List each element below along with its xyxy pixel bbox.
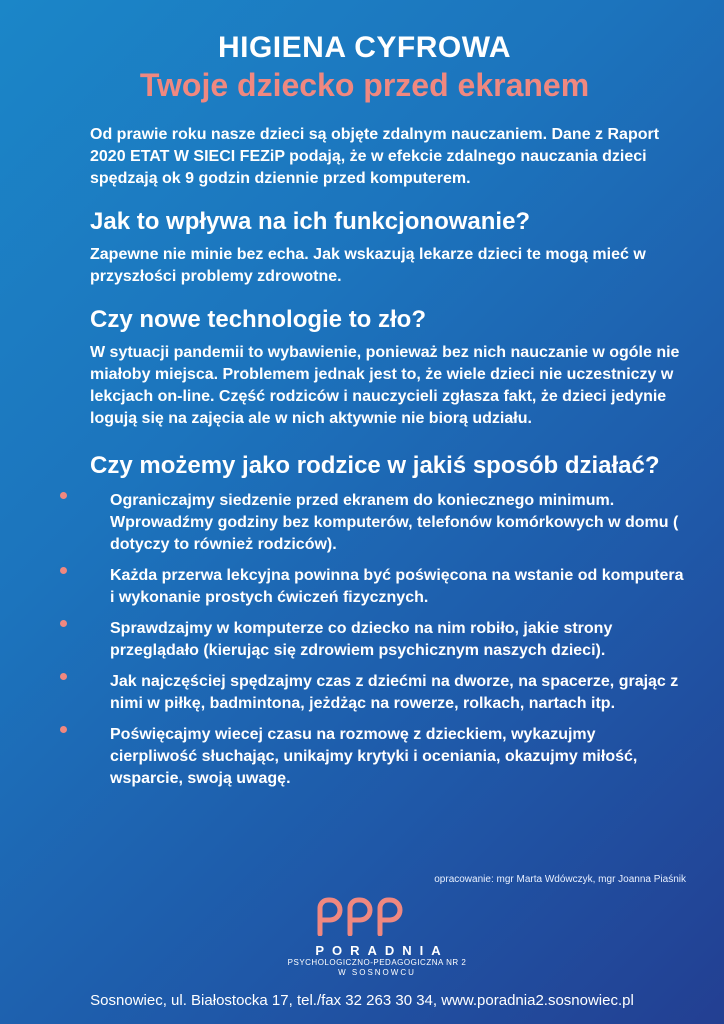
intro-paragraph: Od prawie roku nasze dzieci są objęte zdalnym nauczaniem. Dane z Raport 2020 ETAT W SIECI FEZiP podają, że w efekcie zdalnego nauczania dzieci spędzają ok 9 godzin dziennie przed komputerem.: [90, 126, 660, 187]
bullet-icon: [60, 567, 67, 574]
ppp-logo-icon: [314, 896, 410, 941]
tip-text: Jak najczęściej spędzajmy czas z dziećmi na dworze, na spacerze, grając z nimi w piłkę, badmintona, jeżdżąc na rowerze, rolkach, nartach itp.: [110, 673, 679, 712]
section-text-technology: W sytuacji pandemii to wybawienie, ponieważ bez nich nauczanie w ogóle nie miałoby miejsca. Problemem jednak jest to, że wiele dzieci nie uczestniczy w lekcjach on-line. Część rodziców i nauczycieli zgłasza fakt, że dzieci jedynie logują się na zajęcia ale w nich aktywnie nie biorą udziału.: [90, 344, 680, 427]
bullet-icon: [60, 673, 67, 680]
list-item: [60, 565, 684, 609]
logo-name: PORADNIA: [315, 943, 449, 958]
credit-note: opracowanie: mgr Marta Wdówczyk, mgr Joanna Piaśnik: [434, 874, 686, 885]
logo-city: W SOSNOWCU: [338, 968, 416, 977]
tip-text: Sprawdzajmy w komputerze co dziecko na nim robiło, jakie strony przeglądało (kierując się zdrowiem psychicznym naszych dzieci).: [110, 620, 613, 659]
poster-title: HIGIENA CYFROWA: [217, 31, 512, 64]
list-item: [60, 618, 684, 662]
poradnia-logo: [0, 896, 724, 978]
section-text-impact: Zapewne nie minie bez echa. Jak wskazują lekarze dzieci te mogą mieć w przyszłości problemy zdrowotne.: [90, 246, 646, 285]
list-item: [60, 671, 684, 715]
footer-contact: Sosnowiec, ul. Białostocka 17, tel./fax 32 263 30 34, www.poradnia2.sosnowiec.pl: [90, 992, 634, 1009]
bullet-icon: [60, 726, 67, 733]
list-item: [60, 724, 684, 790]
bullet-icon: [60, 492, 67, 499]
bullet-icon: [60, 620, 67, 627]
tips-list: [60, 490, 684, 790]
section-heading-parents: Czy możemy jako rodzice w jakiś sposób działać?: [90, 452, 660, 479]
list-item: [60, 490, 684, 556]
logo-subtitle: PSYCHOLOGICZNO-PEDAGOGICZNA NR 2: [287, 958, 467, 967]
poster-subtitle: Twoje dziecko przed ekranem: [139, 67, 590, 103]
section-heading-impact: Jak to wpływa na ich funkcjonowanie?: [90, 208, 531, 235]
tip-text: Każda przerwa lekcyjna powinna być poświęcona na wstanie od komputera i wykonanie prostych ćwiczeń fizycznych.: [110, 567, 684, 606]
tip-text: Ograniczajmy siedzenie przed ekranem do koniecznego minimum. Wprowadźmy godziny bez komputerów, telefonów komórkowych w domu ( dotyczy to również rodziców).: [110, 492, 679, 553]
tip-text: Poświęcajmy wiecej czasu na rozmowę z dzieckiem, wykazujmy cierpliwość słuchając, unikajmy krytyki i oceniania, okazujmy miłość, wsparcie, swoją uwagę.: [110, 726, 638, 787]
section-heading-technology: Czy nowe technologie to zło?: [90, 306, 426, 333]
